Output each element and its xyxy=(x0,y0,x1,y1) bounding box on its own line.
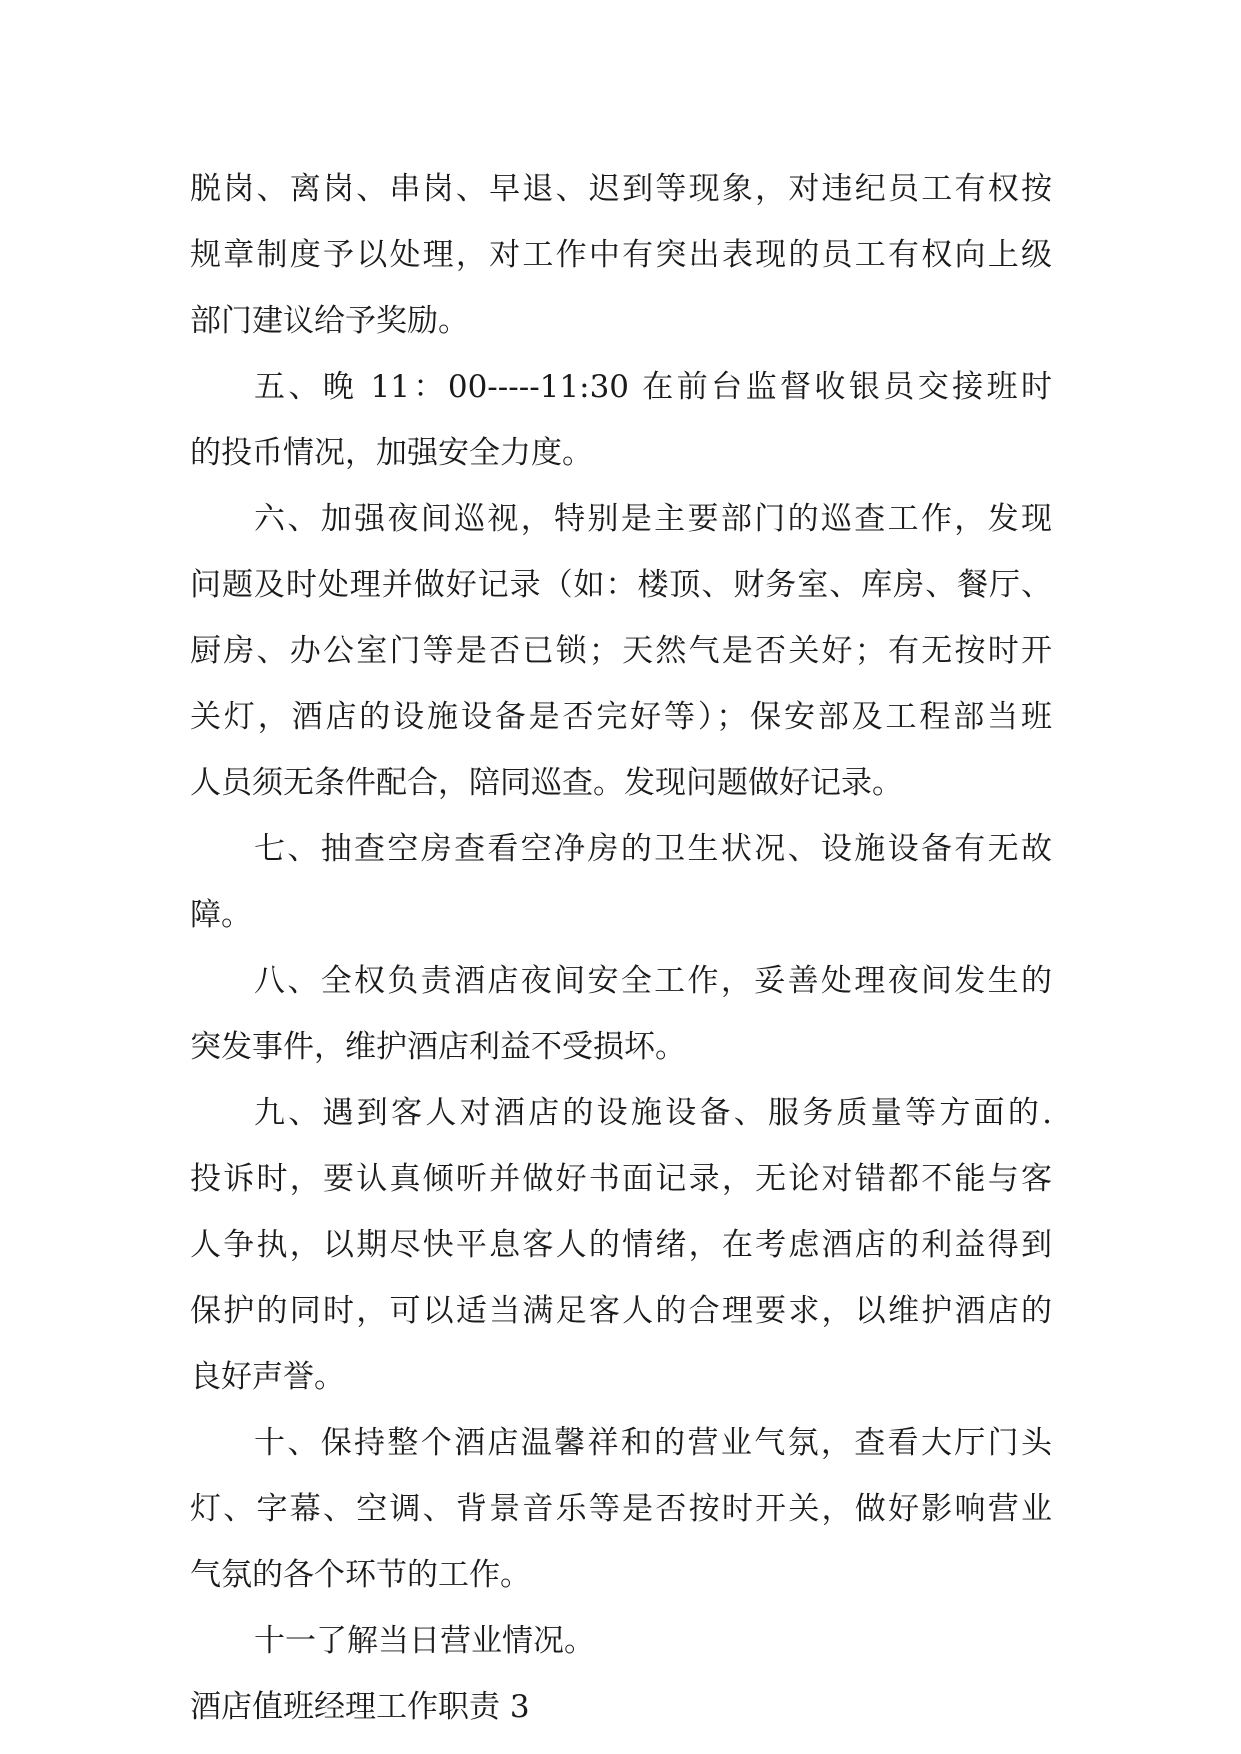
paragraph-line: 投诉时，要认真倾听并做好书面记录，无论对错都不能与客 xyxy=(190,1161,1052,1197)
paragraph-line: 问题及时处理并做好记录（如：楼顶、财务室、库房、餐厅、 xyxy=(190,567,1052,603)
paragraph-line: 突发事件，维护酒店利益不受损坏。 xyxy=(190,1029,686,1065)
paragraph-line: 保护的同时，可以适当满足客人的合理要求，以维护酒店的 xyxy=(190,1293,1052,1329)
paragraph-line: 八、全权负责酒店夜间安全工作，妥善处理夜间发生的 xyxy=(254,963,1052,999)
document-body xyxy=(190,156,1052,1740)
paragraph-line: 规章制度予以处理，对工作中有突出表现的员工有权向上级 xyxy=(190,237,1052,273)
paragraph-line: 气氛的各个环节的工作。 xyxy=(190,1557,531,1593)
paragraph-line: 七、抽查空房查看空净房的卫生状况、设施设备有无故 xyxy=(254,831,1052,867)
paragraph-line: 人争执，以期尽快平息客人的情绪，在考虑酒店的利益得到 xyxy=(190,1227,1052,1263)
paragraph-line: 五、晚 11：00-----11:30 在前台监督收银员交接班时 xyxy=(254,369,1052,405)
paragraph-line: 十一了解当日营业情况。 xyxy=(254,1623,595,1659)
paragraph-line: 脱岗、离岗、串岗、早退、迟到等现象，对违纪员工有权按 xyxy=(190,171,1052,207)
paragraph-line: 障。 xyxy=(190,897,252,933)
section-title: 酒店值班经理工作职责 3 xyxy=(190,1689,530,1725)
paragraph-line: 部门建议给予奖励。 xyxy=(190,303,469,339)
paragraph-line: 良好声誉。 xyxy=(190,1359,345,1395)
paragraph-line: 关灯，酒店的设施设备是否完好等）；保安部及工程部当班 xyxy=(190,699,1052,735)
paragraph-line: 十、保持整个酒店温馨祥和的营业气氛，查看大厅门头 xyxy=(254,1425,1052,1461)
paragraph-line: 的投币情况，加强安全力度。 xyxy=(190,435,593,471)
paragraph-line: 六、加强夜间巡视，特别是主要部门的巡查工作，发现 xyxy=(254,501,1052,537)
paragraph-line: 厨房、办公室门等是否已锁；天然气是否关好；有无按时开 xyxy=(190,633,1052,669)
paragraph-line: 九、遇到客人对酒店的设施设备、服务质量等方面的. xyxy=(254,1095,1052,1131)
paragraph-line: 灯、字幕、空调、背景音乐等是否按时开关，做好影响营业 xyxy=(190,1491,1052,1527)
paragraph-line: 人员须无条件配合，陪同巡查。发现问题做好记录。 xyxy=(190,765,903,801)
